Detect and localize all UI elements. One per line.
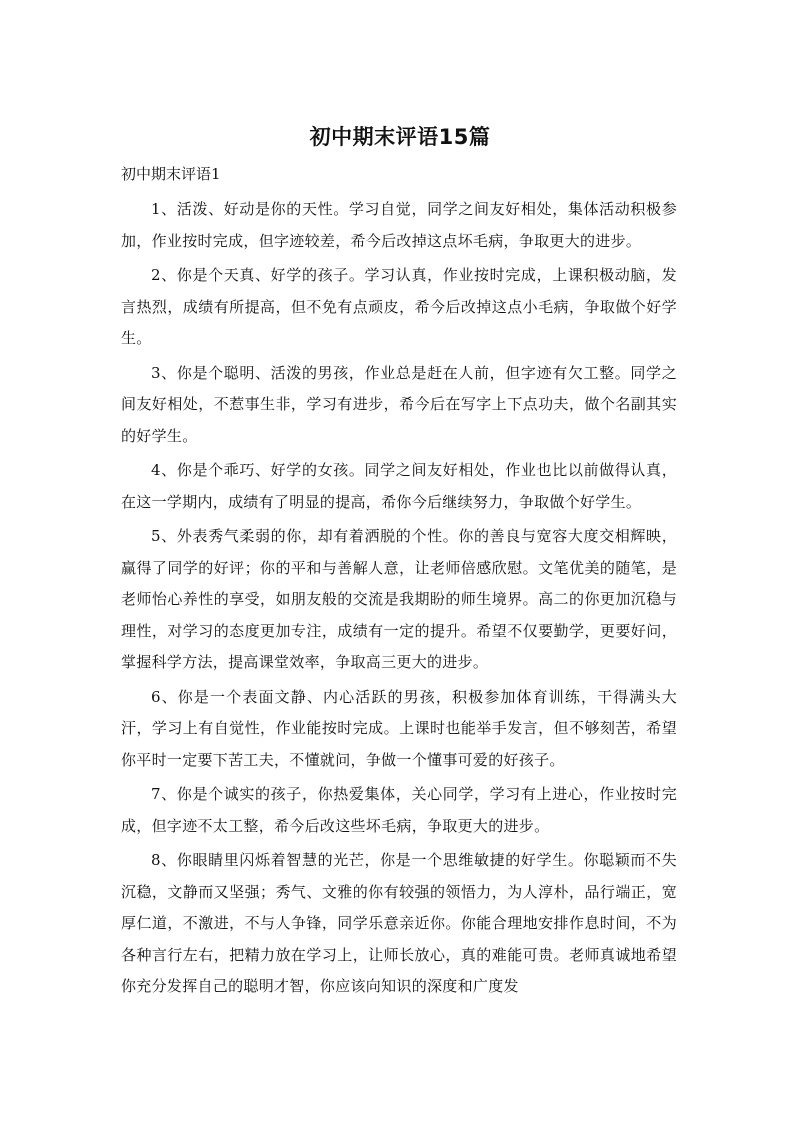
- paragraph-8: 8、你眼睛里闪烁着智慧的光芒，你是一个思维敏捷的好学生。你聪颖而不失沉稳，文静而又坚强；秀气、文雅的你有较强的领悟力，为人淳朴，品行端正，宽厚仁道，不激进，不与人争锋，同学乐意亲近你。你能合理地安排作息时间，不为各种言行左右，把精力放在学习上，让师长放心，真的难能可贵。老师真诚地希望你充分发挥自己的聪明才智，你应该向知识的深度和广度发: [121, 851, 677, 995]
- paragraph-2: 2、你是个天真、好学的孩子。学习认真，作业按时完成，上课积极动脑，发言热烈，成绩有所提高，但不免有点顽皮，希今后改掉这点小毛病，争取做个好学生。: [121, 266, 677, 347]
- paragraph-3: 3、你是个聪明、活泼的男孩，作业总是赶在人前，但字迹有欠工整。同学之间友好相处，不惹事生非，学习有进步，希今后在写字上下点功夫，做个名副其实的好学生。: [121, 363, 677, 445]
- paragraph-1: 1、活泼、好动是你的天性。学习自觉，同学之间友好相处，集体活动积极参加，作业按时完成，但字迹较差，希今后改掉这点坏毛病，争取更大的进步。: [121, 200, 677, 250]
- paragraph-7: 7、你是个诚实的孩子，你热爱集体，关心同学，学习有上进心，作业按时完成，但字迹不太工整，希今后改这些坏毛病，争取更大的进步。: [121, 785, 677, 835]
- paragraph-5: 5、外表秀气柔弱的你，却有着洒脱的个性。你的善良与宽容大度交相辉映，赢得了同学的好评；你的平和与善解人意，让老师倍感欣慰。文笔优美的随笔，是老师怡心养性的享受，如朋友般的交流是我期盼的师生境界。高二的你更加沉稳与理性，对学习的态度更加专注，成绩有一定的提升。希望不仅要勤学，更要好问，掌握科学方法，提高课堂效率，争取高三更大的进步。: [121, 527, 677, 671]
- section-heading: 初中期末评语1: [121, 165, 221, 183]
- paragraph-6: 6、你是一个表面文静、内心活跃的男孩，积极参加体育训练，干得满头大汗，学习上有自觉性，作业能按时完成。上课时也能举手发言，但不够刻苦，希望你平时一定要下苦工夫，不懂就问，争做一个懂事可爱的好孩子。: [121, 687, 677, 769]
- document-body: [121, 194, 677, 1006]
- document-title: 初中期末评语15篇: [309, 125, 491, 149]
- paragraph-4: 4、你是个乖巧、好学的女孩。同学之间友好相处，作业也比以前做得认真，在这一学期内，成绩有了明显的提高，希你今后继续努力，争取做个好学生。: [121, 461, 677, 511]
